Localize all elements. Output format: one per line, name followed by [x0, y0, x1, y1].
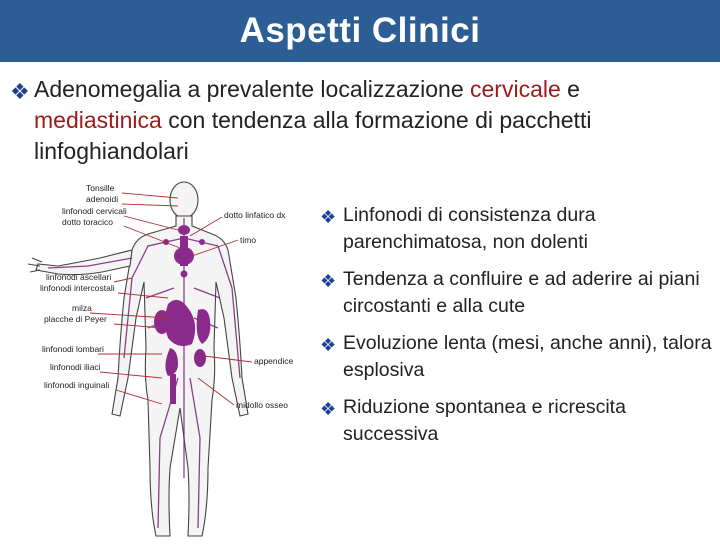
- lymphatic-body-illustration: [28, 178, 328, 540]
- list-item: [318, 330, 718, 384]
- label-placche-di-peyer: placche di Peyer: [44, 314, 107, 324]
- diamond-bullet-icon: ❖: [320, 399, 337, 419]
- label-linfonodi-cervicali: linfonodi cervicali: [62, 206, 127, 216]
- point-text: Riduzione spontanea e ricrescita successiva: [343, 396, 626, 445]
- label-linfonodi-iliaci: linfonodi iliaci: [50, 362, 101, 372]
- label-linfonodi-ascellari: linfonodi ascellari: [46, 272, 112, 282]
- clinical-points-list: [318, 202, 718, 458]
- label-linfonodi-intercostali: linfonodi intercostali: [40, 283, 115, 293]
- label-tonsille: Tonsille: [86, 183, 115, 193]
- label-dotto-linfatico-dx: dotto linfatico dx: [224, 210, 286, 220]
- label-timo: timo: [240, 235, 257, 245]
- label-midollo-osseo: midollo osseo: [236, 400, 288, 410]
- intro-text-after: con tendenza alla formazione di pacchetti linfoghiandolari: [34, 107, 592, 164]
- body-outline: [28, 182, 248, 536]
- intro-text-before: Adenomegalia a prevalente localizzazione: [34, 76, 471, 102]
- point-text: Evoluzione lenta (mesi, anche anni), talora esplosiva: [343, 332, 712, 381]
- diamond-bullet-icon: ❖: [320, 335, 337, 355]
- slide-title: Aspetti Clinici: [239, 11, 481, 50]
- highlight-mediastinica: mediastinica: [34, 107, 162, 133]
- diamond-bullet-icon: ❖: [10, 79, 30, 104]
- label-dotto-toracico: dotto toracico: [62, 217, 114, 227]
- title-bar: [0, 0, 720, 62]
- left-labels: [40, 183, 127, 390]
- highlight-cervicale: cervicale: [470, 76, 561, 102]
- list-item: [318, 394, 718, 448]
- intro-text: [10, 74, 710, 167]
- point-text: Tendenza a confluire e ad aderire ai piani circostanti e alla cute: [343, 268, 700, 317]
- point-text: Linfonodi di consistenza dura parenchimatosa, non dolenti: [343, 204, 596, 253]
- intro-text-middle: e: [560, 76, 580, 102]
- label-linfonodi-lombari: linfonodi lombari: [42, 344, 104, 354]
- lymphatic-system-diagram: [28, 178, 328, 540]
- intro-bullet: [10, 74, 710, 167]
- list-item: [318, 202, 718, 256]
- diamond-bullet-icon: ❖: [320, 271, 337, 291]
- label-appendice: appendice: [254, 356, 294, 366]
- list-item: [318, 266, 718, 320]
- label-milza: milza: [72, 303, 92, 313]
- label-adenoidi: adenoidi: [86, 194, 119, 204]
- diamond-bullet-icon: ❖: [320, 207, 337, 227]
- label-linfonodi-inguinali: linfonodi inguinali: [44, 380, 110, 390]
